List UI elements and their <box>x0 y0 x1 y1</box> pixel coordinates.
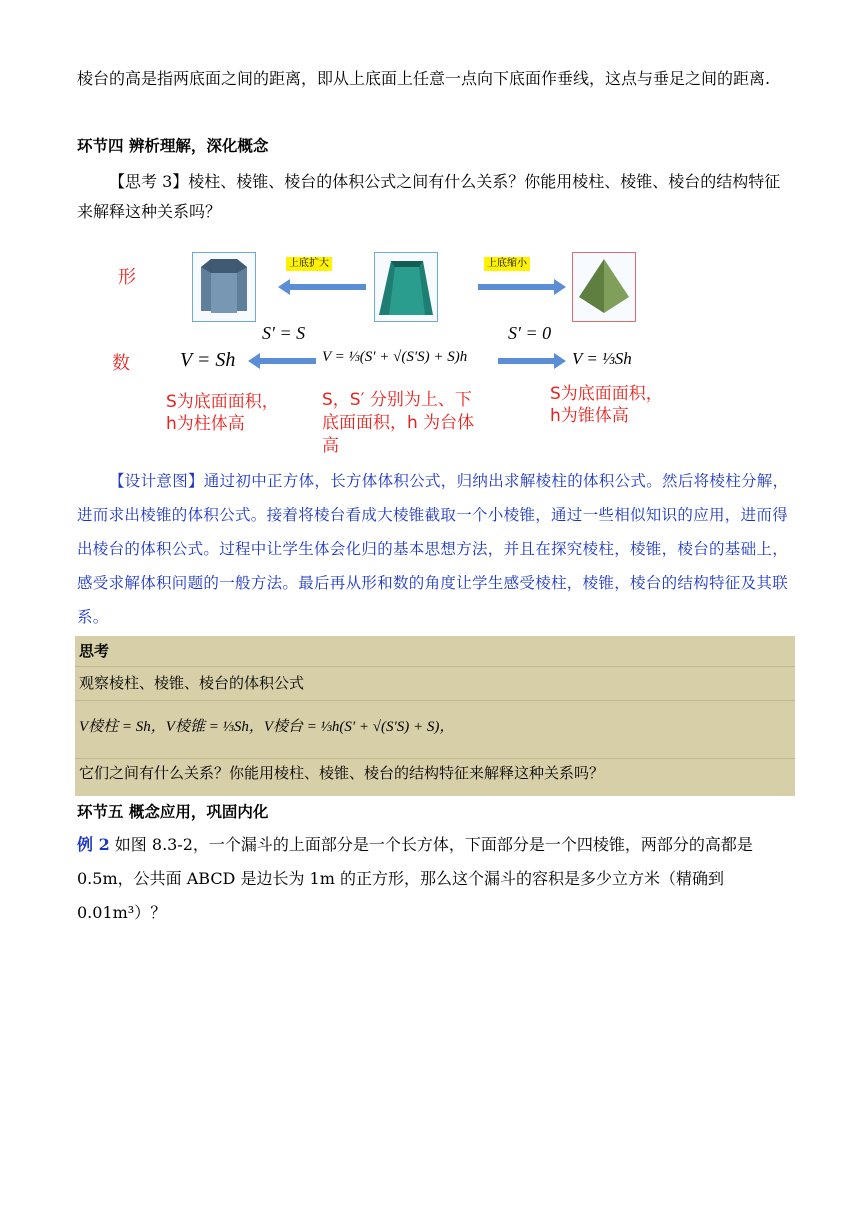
example-2-label: 例 2 <box>77 835 110 854</box>
think-3-question: 【思考 3】棱柱、棱锥、棱台的体积公式之间有什么关系？你能用棱柱、棱锥、棱台的结构特征来解释这种关系吗？ <box>77 172 781 221</box>
note-frustum-line-3: 高 <box>322 436 339 456</box>
formula-pyramid: V = ⅓Sh <box>572 349 632 368</box>
think-box-formulas: V棱柱 = Sh，V棱锥 = ⅓Sh，V棱台 = ⅓h(S′ + √(S′S) + S)， <box>79 719 455 735</box>
note-prism-line-2: h为柱体高 <box>166 414 245 434</box>
note-prism-line-1: S为底面面积， <box>166 392 279 412</box>
tag-expand: 上底扩大 <box>286 257 332 271</box>
arrow-left-top <box>278 277 368 297</box>
design-intent-paragraph: 【设计意图】通过初中正方体，长方体体积公式，归纳出求解棱柱的体积公式。然后将棱柱分解，进而求出棱锥的体积公式。接着将棱台看成大棱锥截取一个小棱锥，通过一些相似知识的应用，进而得出棱台的体积公式。过程中让学生体会化归的基本思想方法，并且在探究棱柱，棱锥，棱台的基础上，感受求解体积问题的一般方法。最后再从形和数的角度让学生感受棱柱，棱锥，棱台的结构特征及其联系。 <box>77 472 789 626</box>
note-prism <box>166 391 279 435</box>
note-pyramid-line-2: h为锥体高 <box>550 406 629 426</box>
prism-figure <box>192 252 256 322</box>
section-5-heading: 环节五 概念应用，巩固内化 <box>77 803 269 821</box>
pyramid-icon <box>573 253 635 321</box>
tag-shrink: 上底缩小 <box>484 257 530 271</box>
frustum-icon <box>375 253 437 321</box>
section-4-heading: 环节四 辨析理解，深化概念 <box>77 137 269 155</box>
condition-pyramid: S′ = 0 <box>508 323 552 343</box>
note-frustum <box>322 389 474 458</box>
note-pyramid <box>550 383 663 427</box>
think-box-title: 思考 <box>79 642 110 660</box>
number-label: 数 <box>112 353 130 374</box>
arrow-right-top <box>478 277 568 297</box>
think-box <box>75 636 795 796</box>
arrow-left-bottom <box>248 351 318 371</box>
example-2-paragraph <box>77 828 795 930</box>
frustum-figure <box>374 252 438 322</box>
shape-label: 形 <box>118 267 136 288</box>
pyramid-figure <box>572 252 636 322</box>
frustum-height-paragraph: 棱台的高是指两底面之间的距离，即从上底面上任意一点向下底面作垂线，这点与垂足之间的距离. <box>77 69 771 88</box>
example-2-text: 如图 8.3-2，一个漏斗的上面部分是一个长方体，下面部分是一个四棱锥，两部分的高都是 0.5m，公共面 ABCD 是边长为 1m 的正方形，那么这个漏斗的容积是多少立方米（精确到 0.01m³）？ <box>77 835 753 922</box>
arrow-right-bottom <box>498 351 568 371</box>
think-box-line-1: 观察棱柱、棱锥、棱台的体积公式 <box>79 674 305 692</box>
formula-frustum: V = ⅓(S′ + √(S′S) + S)h <box>322 349 468 365</box>
prism-icon <box>193 253 255 321</box>
note-pyramid-line-1: S为底面面积， <box>550 384 663 404</box>
formula-prism: V = Sh <box>180 349 236 371</box>
note-frustum-line-1: S，S′ 分别为上、下 <box>322 390 472 410</box>
volume-relation-diagram <box>100 245 720 460</box>
think-box-line-3: 它们之间有什么关系？你能用棱柱、棱锥、棱台的结构特征来解释这种关系吗？ <box>79 764 605 782</box>
condition-prism: S′ = S <box>262 323 306 343</box>
note-frustum-line-2: 底面面积，h 为台体 <box>322 413 475 433</box>
